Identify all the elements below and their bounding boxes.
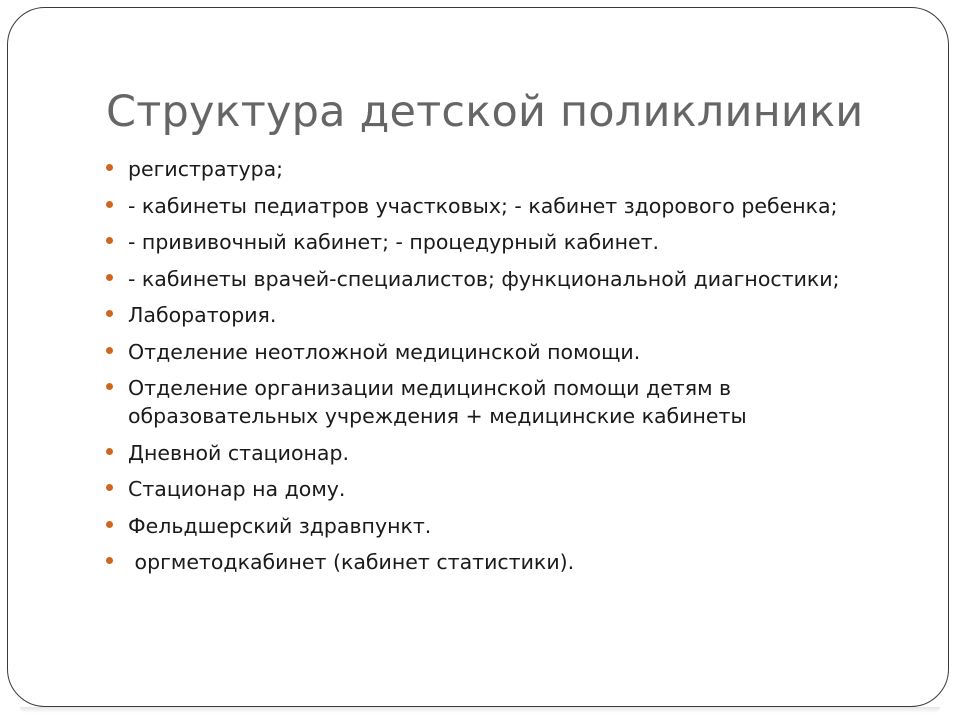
slide-title: Структура детской поликлиники [106, 87, 864, 137]
bullet-text: Отделение организации медицинской помощи детям в образовательных учреждения + медицинские кабинеты [128, 376, 747, 428]
bullet-text: - кабинеты педиатров участковых; - кабинет здорового ребенка; [128, 193, 838, 218]
bullet-item-pediatrician-offices [104, 192, 894, 220]
bullet-item-statistics-office [104, 548, 894, 576]
bullet-dot-icon [106, 521, 113, 528]
bullet-dot-icon [106, 201, 113, 208]
bullet-text: Дневной стационар. [128, 440, 349, 465]
bullet-dot-icon [106, 448, 113, 455]
bullet-text: Фельдшерский здравпункт. [128, 513, 432, 538]
bullet-item-registry [104, 155, 894, 183]
bullet-text: Лаборатория. [128, 303, 277, 327]
bullet-item-home-hospital [104, 475, 894, 503]
bullet-dot-icon [106, 274, 113, 281]
bullet-dot-icon [106, 347, 113, 354]
bullet-item-vaccination-office [104, 228, 894, 256]
bullet-dot-icon [106, 237, 113, 244]
bullet-dot-icon [106, 310, 113, 317]
bullet-item-specialist-offices [104, 265, 894, 293]
slide-frame-shadow [20, 707, 940, 713]
bullet-item-day-hospital [104, 439, 894, 467]
bullet-item-feldsher-station [104, 512, 894, 540]
bullet-dot-icon [106, 383, 113, 390]
bullet-text: оргметодкабинет (кабинет статистики). [128, 550, 575, 574]
bullet-text: - прививочный кабинет; - процедурный кабинет. [128, 230, 660, 254]
bullet-text: регистратура; [128, 157, 284, 181]
bullet-dot-icon [106, 164, 113, 171]
bullet-dot-icon [106, 484, 113, 491]
bullet-text: Отделение неотложной медицинской помощи. [128, 339, 641, 364]
bullet-item-emergency-department [104, 338, 894, 366]
bullet-text: - кабинеты врачей-специалистов; функциональной диагностики; [128, 266, 840, 291]
bullet-text: Стационар на дому. [128, 477, 346, 501]
bullet-item-school-medical-care [104, 374, 894, 430]
bullet-list [104, 155, 894, 585]
bullet-item-laboratory [104, 301, 894, 329]
bullet-dot-icon [106, 557, 113, 564]
